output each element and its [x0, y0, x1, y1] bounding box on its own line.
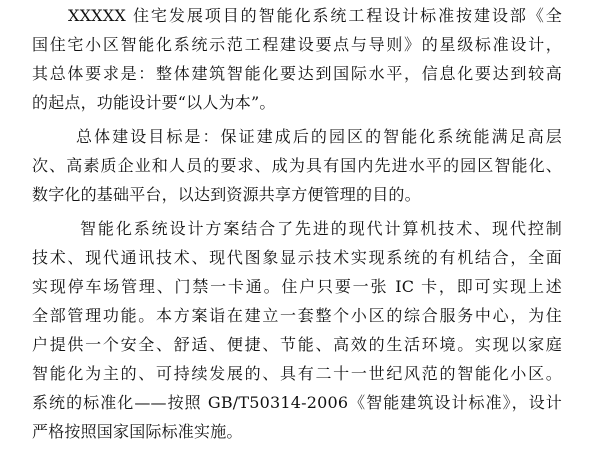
paragraph-3-line-1: 智能化系统设计方案结合了先进的现代计算机技术、现代控制	[80, 219, 562, 238]
paragraph-3-line-4: 全部管理功能。本方案诣在建立一套整个小区的综合服务中心，为住	[32, 306, 562, 325]
paragraph-1-line-2: 国住宅小区智能化系统示范工程建设要点与导则》的星级标准设计，	[32, 35, 562, 54]
paragraph-3-line-8: 严格按照国家国际标准实施。	[32, 422, 243, 441]
paragraph-1-line-4: 的起点，功能设计要“以人为本”。	[32, 93, 276, 112]
paragraph-3-line-6: 智能化为主的、可持续发展的、具有二十一世纪风范的智能化小区。	[32, 364, 562, 383]
paragraph-3-line-5: 户提供一个安全、舒适、便捷、节能、高效的生活环境。实现以家庭	[32, 335, 562, 354]
paragraph-3-line-7: 系统的标准化——按照 GB/T50314-2006《智能建筑设计标准》，设计	[32, 393, 562, 412]
paragraph-2-line-2: 次、高素质企业和人员的要求、成为具有国内先进水平的园区智能化、	[32, 156, 562, 175]
paragraph-2-line-3: 数字化的基础平台，以达到资源共享方便管理的目的。	[32, 185, 421, 204]
paragraph-2-line-1: 总体建设目标是：保证建成后的园区的智能化系统能满足高层	[76, 127, 562, 146]
paragraph-3-line-2: 技术、现代通讯技术、现代图象显示技术实现系统的有机结合，全面	[32, 248, 562, 267]
paragraph-1-line-3: 其总体要求是：整体建筑智能化要达到国际水平，信息化要达到较高	[32, 64, 562, 83]
paragraph-3-line-3: 实现停车场管理、门禁一卡通。住户只要一张 IC 卡，即可实现上述	[32, 277, 562, 296]
paragraph-1-line-1: XXXXX 住宅发展项目的智能化系统工程设计标准按建设部《全	[68, 6, 562, 25]
